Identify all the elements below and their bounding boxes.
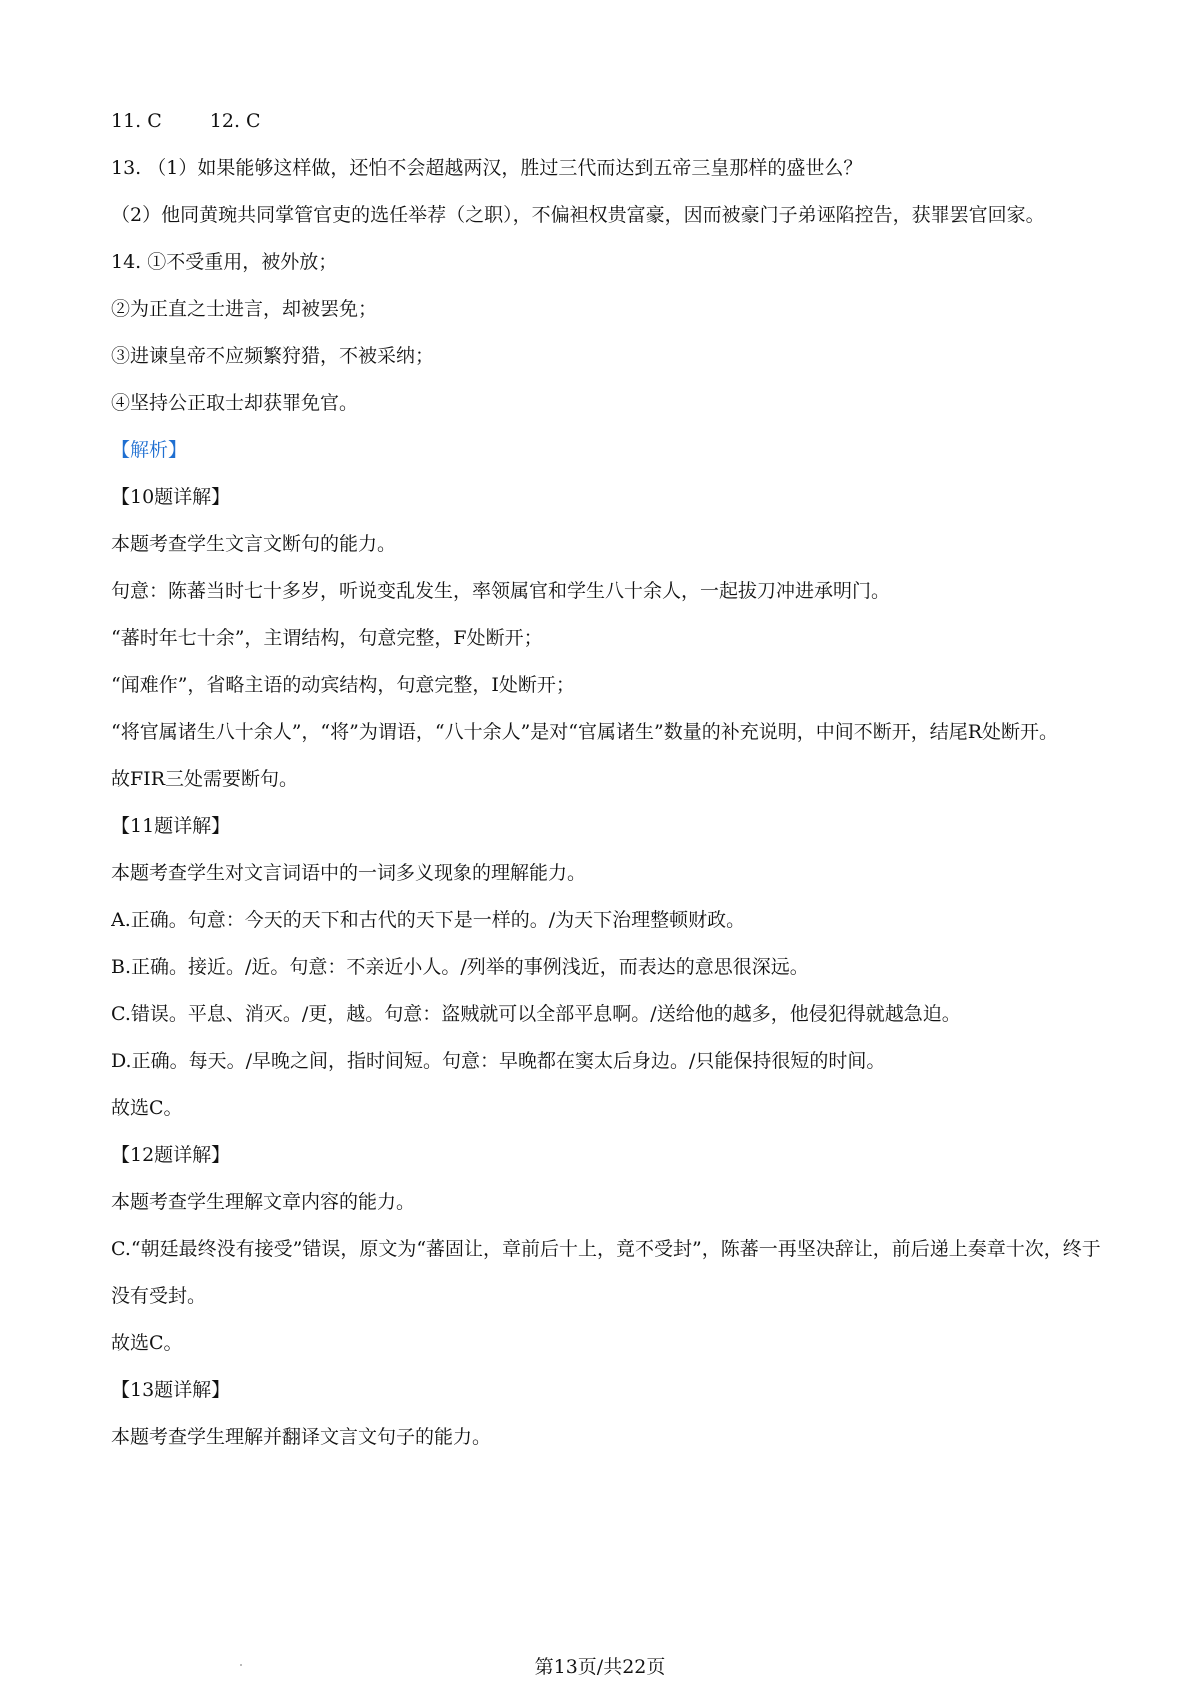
q13-heading: 【13题详解】 — [111, 1379, 231, 1401]
q11-line: D.正确。每天。/早晚之间，指时间短。句意：早晚都在窦太后身边。/只能保持很短的时间。 — [111, 1050, 886, 1072]
q10-line: 本题考查学生文言文断句的能力。 — [111, 533, 397, 555]
q13-line: 本题考查学生理解并翻译文言文句子的能力。 — [111, 1426, 492, 1448]
page-footer: 第13页/共22页 — [534, 1656, 666, 1678]
q10-line: 句意：陈蕃当时七十多岁，听说变乱发生，率领属官和学生八十余人，一起拔刀冲进承明门。 — [111, 580, 891, 602]
answer-14-item: ④坚持公正取士却获罪免官。 — [111, 392, 359, 414]
answer-14-item: ②为正直之士进言，却被罢免； — [111, 298, 378, 320]
answer-11: 11. C — [111, 110, 162, 132]
answer-13-2: （2）他同黄琬共同掌管官吏的选任举荐（之职），不偏袒权贵富豪，因而被豪门子弟诬陷控告，获罪罢官回家。 — [111, 204, 1045, 226]
q11-line: 本题考查学生对文言词语中的一词多义现象的理解能力。 — [111, 862, 587, 884]
q10-line: 故FIR三处需要断句。 — [111, 768, 298, 790]
q11-line: 故选C。 — [111, 1097, 183, 1119]
q10-line: “将官属诸生八十余人”，“将”为谓语，“八十余人”是对“官属诸生”数量的补充说明，中间不断开，结尾R处断开。 — [111, 721, 1059, 743]
answer-12: 12. C — [209, 110, 261, 132]
answers-11-12 — [111, 98, 1101, 145]
page-content — [111, 98, 1101, 1461]
q10-line: “闻难作”，省略主语的动宾结构，句意完整，I处断开； — [111, 674, 575, 696]
q10-line: “蕃时年七十余”，主谓结构，句意完整，F处断开； — [111, 627, 543, 649]
answer-14-title: 14. ①不受重用，被外放； — [111, 251, 338, 273]
q12-line: 故选C。 — [111, 1332, 183, 1354]
analysis-label: 【解析】 — [111, 439, 188, 461]
q11-line: C.错误。平息、消灭。/更，越。句意：盗贼就可以全部平息啊。/送给他的越多，他侵犯得就越急迫。 — [111, 1003, 961, 1025]
q11-line: B.正确。接近。/近。句意：不亲近小人。/列举的事例浅近，而表达的意思很深远。 — [111, 956, 809, 978]
answer-14-item: ③进谏皇帝不应频繁狩猎，不被采纳； — [111, 345, 435, 367]
answer-13-1: 13. （1）如果能够这样做，还怕不会超越两汉，胜过三代而达到五帝三皇那样的盛世么？ — [111, 157, 863, 179]
q12-heading: 【12题详解】 — [111, 1144, 231, 1166]
q12-line: C.“朝廷最终没有接受”错误，原文为“蕃固让，章前后十上，竟不受封”，陈蕃一再坚决辞让，前后递上奏章十次，终于没有受封。 — [111, 1238, 1101, 1307]
q11-line: A.正确。句意：今天的天下和古代的天下是一样的。/为天下治理整顿财政。 — [111, 909, 746, 931]
q12-line: 本题考查学生理解文章内容的能力。 — [111, 1191, 416, 1213]
q10-heading: 【10题详解】 — [111, 486, 231, 508]
q11-heading: 【11题详解】 — [111, 815, 231, 837]
